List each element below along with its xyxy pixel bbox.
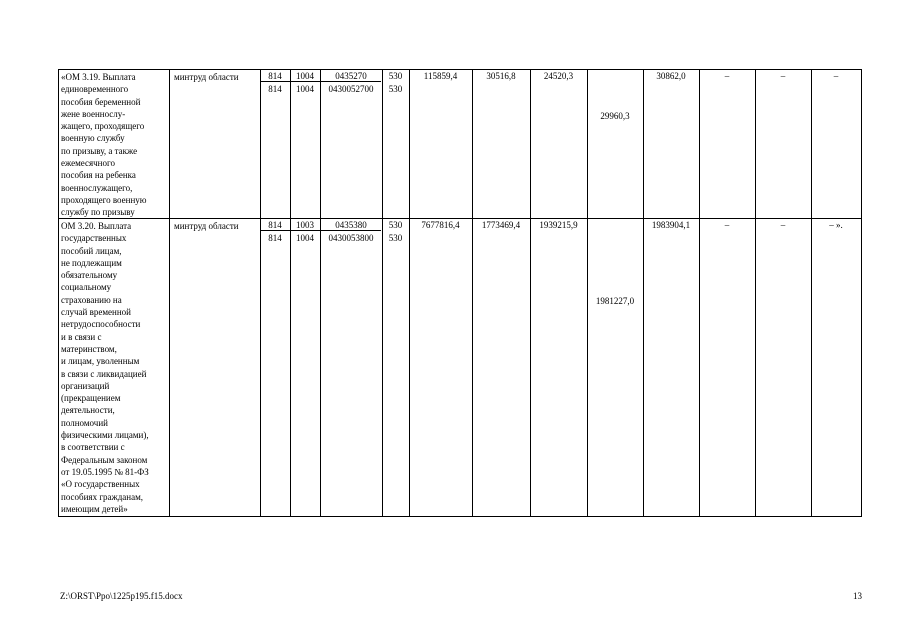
column-divider [169, 69, 170, 517]
code-ministry: 814 [268, 233, 282, 243]
value-year: 29960,3 [600, 111, 630, 121]
row-executor: минтруд области [174, 72, 239, 82]
value-year: 1939215,9 [539, 220, 578, 230]
value-year: – [724, 71, 730, 81]
value-year: 1983904,1 [651, 220, 691, 230]
code-type: 530 [388, 220, 403, 230]
code-section: 1004 [296, 233, 314, 243]
code-ministry: 814 [268, 220, 282, 230]
table-border-bottom [58, 516, 862, 517]
column-divider [382, 69, 383, 517]
column-divider [290, 69, 291, 517]
table-border-right [861, 69, 862, 517]
value-year: 1981227,0 [595, 296, 635, 306]
code-ministry: 814 [268, 84, 282, 94]
value-year: 24520,3 [543, 71, 574, 81]
code-section: 1004 [296, 84, 314, 94]
row-name: ОМ 3.20. Выплата государственных пособий лицам, не подлежащим обязательному социальному страхованию на случай временной нетрудоспособности и в связи с материнством, и лицам, уволенным в связи с ликвидацией организаций (прекращением деятельности, полномочий физическими лицами), в соответствии с Федеральным законом от 19.05.1995 № 81-ФЗ «О государственных пособиях гражданам, имеющим детей» [61, 221, 149, 514]
code-target: 0435380 [335, 220, 367, 230]
file-path: Z:\ORST\Ppo\1225p195.f15.docx [60, 591, 183, 601]
code-type: 530 [388, 71, 403, 81]
table-border-left [58, 69, 59, 517]
column-divider [472, 69, 473, 517]
code-section: 1003 [296, 220, 314, 230]
page-number: 13 [853, 591, 862, 601]
value-total: 115859,4 [423, 71, 458, 81]
code-type: 530 [388, 84, 403, 94]
value-year: – [724, 220, 730, 230]
row-name: «ОМ 3.19. Выплата единовременного пособия беременной жене военнослу- жащего, проходящего военную службу по призыву, а также ежемесячного пособия на ребенка военнослужащего, проходящего военную службу по призыву [61, 72, 147, 218]
column-divider [699, 69, 700, 517]
value-year: – [780, 71, 786, 81]
code-type: 530 [388, 233, 403, 243]
code-target: 0430053800 [328, 233, 374, 243]
value-year: – [833, 71, 839, 81]
code-target: 0435270 [335, 71, 367, 81]
value-year: – [780, 220, 786, 230]
column-divider [530, 69, 531, 517]
value-year: 1773469,4 [481, 220, 521, 230]
code-section: 1004 [296, 71, 314, 81]
code-target: 0430052700 [328, 84, 374, 94]
value-year: 30862,0 [656, 71, 686, 81]
column-divider [643, 69, 644, 517]
value-year: 30516,8 [486, 71, 516, 81]
column-divider [755, 69, 756, 517]
value-year: – ». [829, 220, 843, 230]
column-divider [811, 69, 812, 517]
column-divider [260, 69, 261, 517]
code-ministry: 814 [268, 71, 282, 81]
value-total: 7677816,4 [421, 220, 460, 230]
column-divider [320, 69, 321, 517]
row-executor: минтруд области [174, 221, 239, 231]
column-divider [409, 69, 410, 517]
column-divider [587, 69, 588, 517]
